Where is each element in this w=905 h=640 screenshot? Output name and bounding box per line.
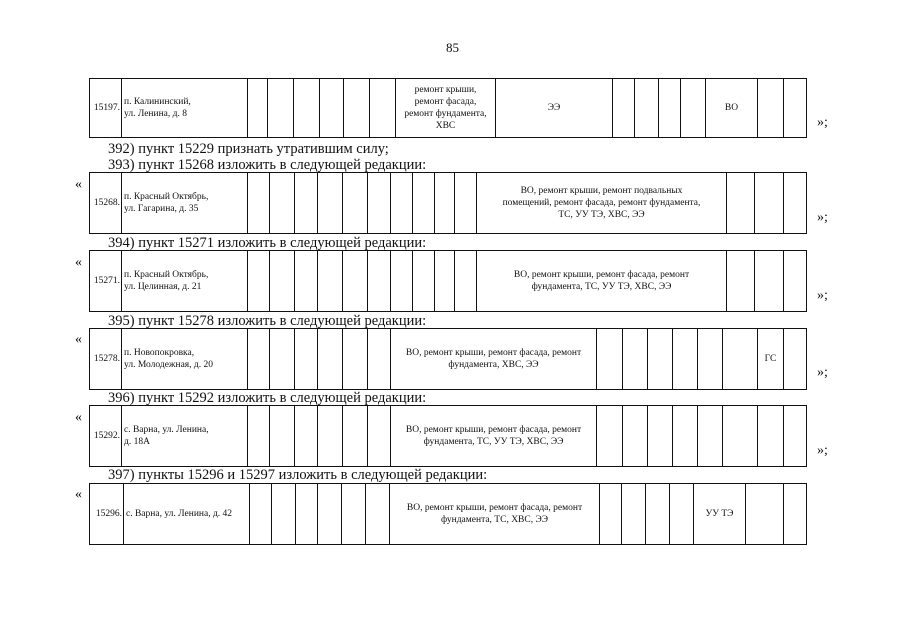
empty-cell [318,329,343,389]
empty-cell [295,329,318,389]
empty-cell [758,406,784,466]
empty-cell [296,484,318,544]
paragraph-397: 397) пункты 15296 и 15297 изложить в следующей редакции: [108,467,488,483]
empty-cell [455,251,477,311]
row-number: 15278. [90,329,122,389]
mark-cell: ГС [758,329,784,389]
empty-cell [343,329,368,389]
address-line-2: ул. Ленина, д. 8 [124,109,187,119]
table-row-15271 [89,250,807,312]
page-number: 85 [446,40,459,55]
empty-cell [270,406,295,466]
empty-cell [600,484,622,544]
empty-cell [681,79,706,137]
closing-quote: »; [817,443,828,458]
row-number: 15296. [90,484,124,544]
empty-cell [318,173,343,233]
table-row-15278 [89,328,807,390]
address-cell [124,484,250,544]
empty-cell [248,406,270,466]
closing-quote: »; [817,365,828,380]
empty-cell [727,251,755,311]
empty-cell [758,79,784,137]
empty-cell [295,406,318,466]
empty-cell [623,329,648,389]
row-number: 15197. [90,79,122,137]
empty-cell [320,79,344,137]
paragraph-392: 392) пункт 15229 признать утратившим силу; [108,141,389,157]
empty-cell [368,406,391,466]
closing-quote: »; [817,210,828,225]
empty-cell [268,79,294,137]
empty-cell [248,329,270,389]
empty-cell [698,406,723,466]
empty-cell [248,79,268,137]
empty-cell [342,484,366,544]
empty-cell [295,173,318,233]
address-cell [122,251,248,311]
opening-quote: « [75,177,82,192]
address-line-2: д. 18А [124,437,150,447]
mark-cell: ВО [706,79,758,137]
empty-cell [270,173,295,233]
empty-cell [746,484,784,544]
closing-quote: »; [817,288,828,303]
empty-cell [435,173,455,233]
empty-cell [344,79,370,137]
empty-cell [366,484,390,544]
table-row-15292 [89,405,807,467]
work-types-cell: ВО, ремонт крыши, ремонт фасада, ремонт фундамента, ХВС, ЭЭ [391,329,597,389]
empty-cell [648,329,673,389]
paragraph-396: 396) пункт 15292 изложить в следующей редакции: [108,390,427,406]
empty-cell [435,251,455,311]
address-cell [122,173,248,233]
empty-cell [343,406,368,466]
empty-cell [248,251,270,311]
address-line-2: ул. Целинная, д. 21 [124,282,202,292]
empty-cell [597,329,623,389]
paragraph-394: 394) пункт 15271 изложить в следующей редакции: [108,235,427,251]
empty-cell [343,251,368,311]
empty-cell [646,484,670,544]
mark-cell: УУ ТЭ [694,484,746,544]
address-line-1: п. Новопокровка, [124,348,195,358]
empty-cell [343,173,368,233]
empty-cell [368,173,391,233]
empty-cell [270,329,295,389]
empty-cell [613,79,635,137]
row-number: 15268. [90,173,122,233]
address-line-2: ул. Молодежная, д. 20 [124,360,213,370]
address-cell [122,79,248,137]
empty-cell [622,484,646,544]
opening-quote: « [75,487,82,502]
opening-quote: « [75,410,82,425]
empty-cell [755,251,784,311]
work-types-cell: ВО, ремонт крыши, ремонт фасада, ремонт фундамента, ТС, УУ ТЭ, ХВС, ЭЭ [391,406,597,466]
empty-cell [455,173,477,233]
empty-cell [413,251,435,311]
empty-cell [370,79,396,137]
empty-cell [755,173,784,233]
address-line-2: ул. Гагарина, д. 35 [124,204,199,214]
opening-quote: « [75,332,82,347]
address-cell [122,329,248,389]
empty-cell [413,173,435,233]
empty-cell [272,484,296,544]
row-number: 15292. [90,406,122,466]
empty-cell [723,329,758,389]
address-cell [122,406,248,466]
empty-cell [294,79,320,137]
empty-cell [295,251,318,311]
empty-cell [391,251,413,311]
work-types-cell: ремонт крыши, ремонт фасада, ремонт фундамента, ХВС [396,79,496,137]
table-row-15268 [89,172,807,234]
empty-cell [673,406,698,466]
empty-cell [670,484,694,544]
empty-cell [727,173,755,233]
paragraph-393: 393) пункт 15268 изложить в следующей редакции: [108,157,427,173]
empty-cell [723,406,758,466]
empty-cell [368,251,391,311]
empty-cell [248,173,270,233]
paragraph-395: 395) пункт 15278 изложить в следующей редакции: [108,313,427,329]
empty-cell [698,329,723,389]
empty-cell [368,329,391,389]
address-line-1: с. Варна, ул. Ленина, д. 42 [126,509,233,519]
empty-cell [318,406,343,466]
empty-cell [635,79,659,137]
table-row-15296 [89,483,807,545]
address-line-1: с. Варна, ул. Ленина, [124,425,209,435]
empty-cell [623,406,648,466]
row-number: 15271. [90,251,122,311]
empty-cell [391,173,413,233]
table-row-15197 [89,78,807,138]
empty-cell [250,484,272,544]
address-line-1: п. Красный Октябрь, [124,270,209,280]
mark-cell: ЭЭ [496,79,613,137]
address-line-1: п. Красный Октябрь, [124,192,209,202]
work-types-cell: ВО, ремонт крыши, ремонт фасада, ремонт фундамента, ТС, ХВС, ЭЭ [390,484,600,544]
empty-cell [318,484,342,544]
empty-cell [270,251,295,311]
opening-quote: « [75,255,82,270]
empty-cell [597,406,623,466]
empty-cell [659,79,681,137]
work-types-cell: ВО, ремонт крыши, ремонт подвальных помещений, ремонт фасада, ремонт фундамента, ТС, УУ ТЭ, ХВС, ЭЭ [477,173,727,233]
empty-cell [648,406,673,466]
address-line-1: п. Калининский, [124,97,191,107]
work-types-cell: ВО, ремонт крыши, ремонт фасада, ремонт фундамента, ТС, УУ ТЭ, ХВС, ЭЭ [477,251,727,311]
closing-quote: »; [817,115,828,130]
empty-cell [318,251,343,311]
empty-cell [673,329,698,389]
